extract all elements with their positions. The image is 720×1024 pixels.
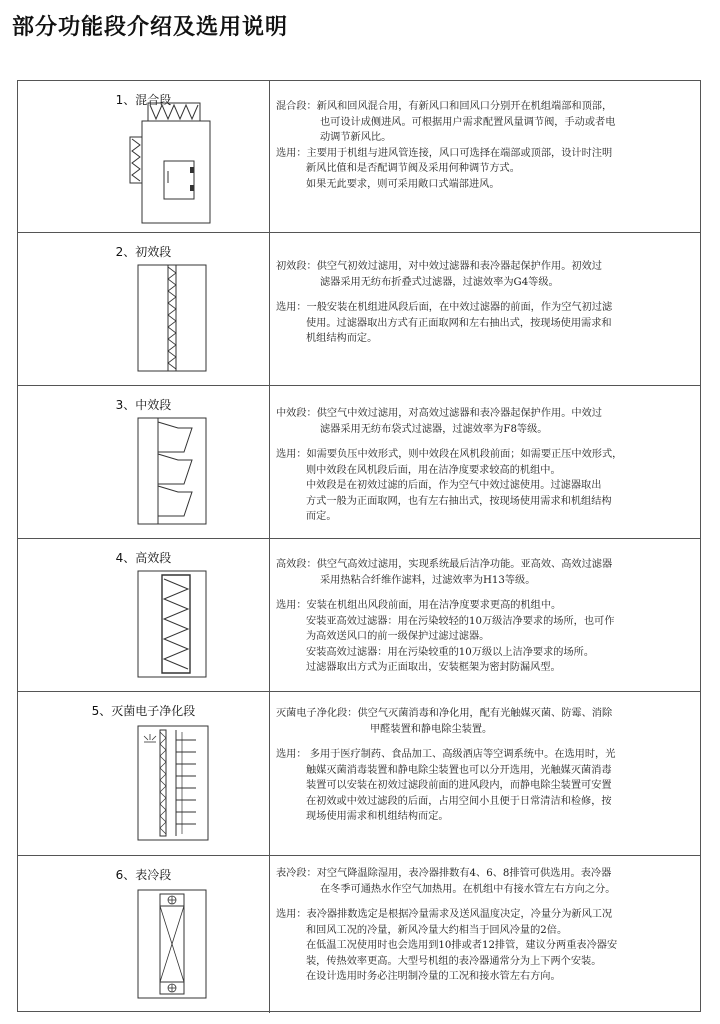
section-description: 表冷段：对空气降温除湿用，表冷器排数有4、6、8排管可供选用。表冷器 在冬季可通热水作空气加热用。在机组中有接水管左右方向之分。 选用：表冷器排数选定是根据冷量需求及送风温度决定，冷量分为新风工况 和回风工况的冷量，新风冷量大约相当于回风冷量的2倍。 在低温工况使用时也会选用到10排或者12排管，建议分两重表冷器安 装，传热效率更高。大型号机组的表冷器通常分为上下两个安装。 在设计选用时务必注明制冷量的工况和接水管左右方向。	[276, 868, 618, 982]
section-row-sterilization	[18, 692, 700, 856]
section-diagram-cell	[18, 81, 270, 232]
section-description: 高效段：供空气高效过滤用，实现系统最后洁净功能。亚高效、高效过滤器 采用热粘合纤维作滤料，过滤效率为H13等级。 选用：安装在机组出风段前面，用在洁净度要求更高的机组中。 安装亚高效过滤器：用在污染较轻的10万级洁净要求的场所，也可作 为高效送风口的前一级保护过滤过滤器。 安装高效过滤器：用在污染较重的10万级以上洁净要求的场所。 过滤器取出方式为正面取出，安装框架为密封防漏风型。	[276, 559, 615, 673]
section-row-mixing	[18, 81, 700, 233]
section-label: 3、中效段	[115, 398, 172, 412]
section-diagram-cell	[18, 856, 270, 1013]
mixing-section-diagram	[118, 101, 228, 226]
sterilization-diagram	[130, 722, 220, 846]
section-diagram-cell	[18, 692, 270, 855]
cooling-coil-diagram	[132, 886, 212, 1004]
section-description: 灭菌电子净化段：供空气灭菌消毒和净化用，配有光触媒灭菌、防霉、消除 甲醛装置和静电除尘装置。 选用： 多用于医疗制药、食品加工、高级酒店等空调系统中。在选用时，光 触媒灭菌消毒装置和静电除尘装置也可以分开选用，光触媒灭菌消毒 装置可以安装在初效过滤段前面的进风段内，而静电除尘装置可安置 在初效或中效过滤段的后面，占用空间小且便于日常清洁和检修，按 现场使用需求和机组结构而定。	[276, 708, 616, 822]
primary-filter-diagram	[132, 261, 212, 377]
section-row-medium-filter	[18, 386, 700, 539]
section-label: 6、表冷段	[115, 868, 172, 882]
section-diagram-cell	[18, 386, 270, 538]
section-label: 5、灭菌电子净化段	[91, 704, 196, 718]
section-description: 混合段：新风和回风混合用，有新风口和回风口分别开在机组端部和顶部， 也可设计成侧进风。可根据用户需求配置风量调节阀，手动或者电 动调节新风比。 选用：主要用于机组与进风管连接，风口可选择在端部或顶部，设计时注明 新风比值和是否配调节阀及采用何种调节方式。 如果无此要求，则可采用敞口式端部进风。	[276, 101, 616, 190]
section-description: 中效段：供空气中效过滤用，对高效过滤器和表冷器起保护作用。中效过 滤器采用无纺布袋式过滤器，过滤效率为F8等级。 选用：如需要负压中效形式，则中效段在风机段前面；如需要正压中效形式， 则中效段在风机段后面，用在洁净度要求较高的机组中。 中效段是在初效过滤的后面，作为空气中效过滤使用。过滤器取出 方式一般为正面取网，也有左右抽出式，按现场使用需求和机组结构 而定。	[276, 408, 623, 522]
medium-filter-diagram	[132, 414, 212, 530]
section-label: 2、初效段	[115, 245, 172, 259]
page-title: 部分功能段介绍及选用说明	[12, 15, 289, 40]
section-row-cooling-coil	[18, 856, 700, 1013]
section-description: 初效段：供空气初效过滤用，对中效过滤器和表冷器起保护作用。初效过 滤器采用无纺布折叠式过滤器，过滤效率为G4等级。 选用：一般安装在机组进风段后面，在中效过滤器的前面，作为空气初过滤 使用。过滤器取出方式有正面取网和左右抽出式，按现场使用需求和 机组结构而定。	[276, 261, 613, 344]
function-section-table	[17, 80, 701, 1012]
section-diagram-cell	[18, 233, 270, 385]
section-row-high-filter	[18, 539, 700, 692]
section-diagram-cell	[18, 539, 270, 691]
high-filter-diagram	[132, 567, 212, 683]
section-label: 1、混合段	[115, 93, 172, 107]
section-row-primary-filter	[18, 233, 700, 386]
section-label: 4、高效段	[115, 551, 172, 565]
